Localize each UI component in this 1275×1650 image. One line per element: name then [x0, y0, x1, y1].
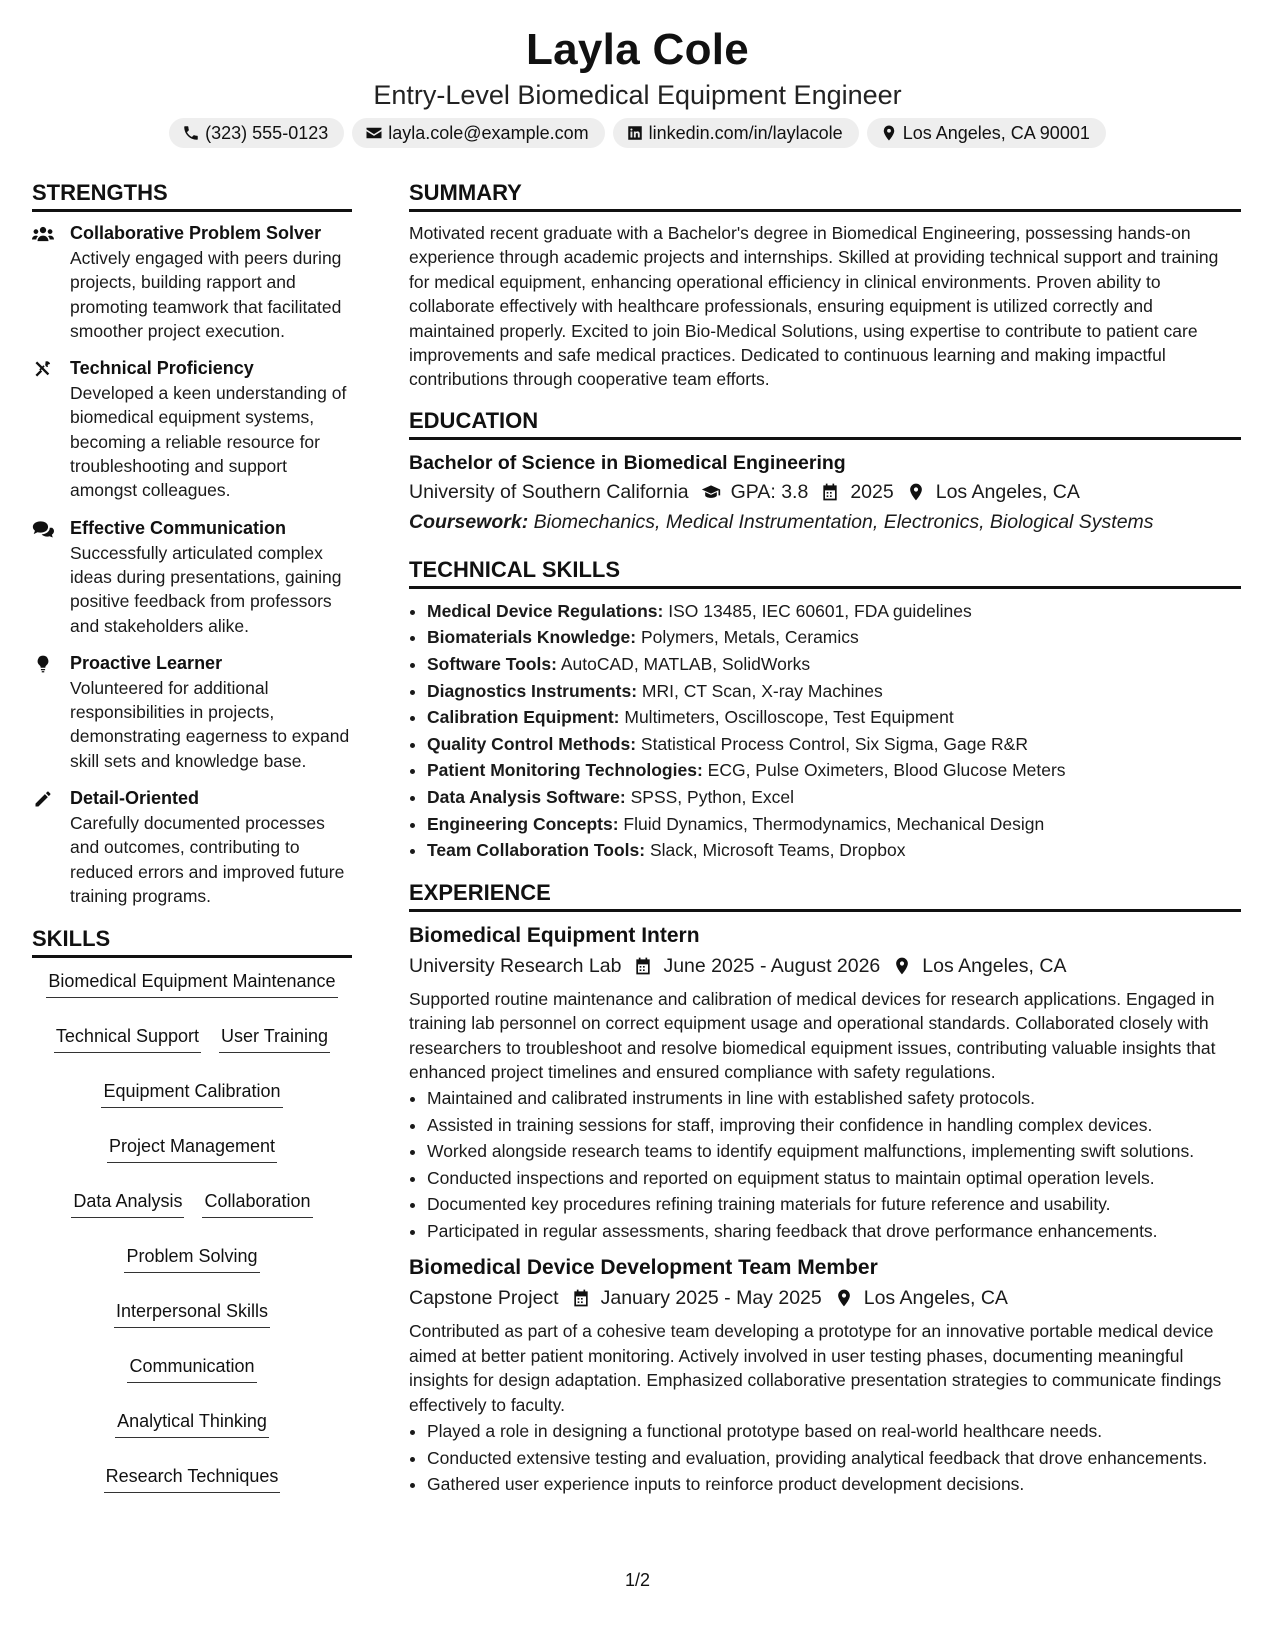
strength-desc: Carefully documented processes and outcomes, contributing to reduced errors and improved future training programs.: [70, 813, 345, 906]
location-text: Los Angeles, CA 90001: [902, 123, 1090, 143]
left-column: [32, 178, 352, 1493]
job-description: Supported routine maintenance and calibration of medical devices for research applications. Engaged in training lab personnel on correct equipment usage and operational standards. Collaborated closely with researchers to troubleshoot and resolve biomedical equipment issues, contributing valuable insights that enhanced project timelines and ensured compliance with safety regulations.: [409, 988, 1216, 1082]
map-pin-icon: [834, 1288, 854, 1308]
skill-tag: Research Techniques: [104, 1462, 281, 1493]
linkedin-text: linkedin.com/in/laylacole: [648, 123, 843, 143]
pencil-icon: [32, 789, 54, 809]
school-location: Los Angeles, CA: [935, 480, 1080, 503]
job-org: University Research Lab: [409, 954, 622, 977]
resume-header: [0, 22, 1275, 148]
technical-skills-heading: TECHNICAL SKILLS: [409, 555, 1241, 589]
skill-tag: Problem Solving: [124, 1242, 259, 1273]
candidate-title: Entry-Level Biomedical Equipment Engineer: [373, 80, 902, 110]
job-location: Los Angeles, CA: [922, 954, 1067, 977]
contact-email[interactable]: [352, 118, 604, 148]
phone-icon: [182, 124, 200, 142]
users-icon: [32, 224, 54, 244]
phone-text: (323) 555-0123: [205, 123, 329, 143]
skill-tag: Collaboration: [202, 1187, 312, 1218]
list-item: • Assisted in training sessions for staff, improving their confidence in handling complex devices.: [427, 1113, 1241, 1138]
grad-year: 2025: [850, 480, 894, 503]
skill-tag: Communication: [127, 1352, 256, 1383]
strength-item: [32, 651, 352, 773]
map-pin-icon: [892, 956, 912, 976]
calendar-icon: [820, 482, 840, 502]
strength-title: Effective Communication: [70, 517, 287, 538]
strength-desc: Successfully articulated complex ideas during presentations, gaining positive feedback from professors and stakeholders alike.: [70, 542, 342, 636]
gpa: GPA: 3.8: [730, 480, 809, 503]
job-description: Contributed as part of a cohesive team developing a prototype for an innovative portable medical device aimed at better patient monitoring. Actively involved in user testing phases, documenting meaningful insights for design adaptation. Emphasized collaborative presentation strategies to communicate findings effectively to faculty.: [409, 1321, 1222, 1415]
strength-title: Collaborative Problem Solver: [70, 223, 322, 243]
degree-title: Bachelor of Science in Biomedical Engineering: [409, 451, 846, 474]
email-text: layla.cole@example.com: [388, 123, 589, 143]
list-item: • Gathered user experience inputs to reinforce product development decisions.: [427, 1472, 1241, 1497]
right-column: [409, 178, 1241, 1497]
school-name: University of Southern California: [409, 480, 689, 503]
strength-desc: Volunteered for additional responsibilities in projects, demonstrating eagerness to expand skill sets and knowledge base.: [70, 677, 350, 771]
job-dates: January 2025 - May 2025: [600, 1287, 822, 1310]
job-meta: [409, 1283, 1241, 1313]
job-bullets: [409, 1419, 1241, 1497]
strength-item: [32, 786, 352, 908]
list-item: • Participated in regular assessments, sharing feedback that drove performance enhancements.: [427, 1219, 1241, 1244]
list-item: • Biomaterials Knowledge: Polymers, Metals, Ceramics: [427, 624, 1241, 651]
summary-text: Motivated recent graduate with a Bachelor's degree in Biomedical Engineering, possessing hands-on experience through academic projects and internships. Skilled at providing technical support and training for medical equipment, enhancing operational efficiency in clinical environments. Proven ability to collaborate effectively with healthcare professionals, ensuring equipment is utilized correctly and maintained properly. Excited to join Bio-Medical Solutions, using expertise to contribute to patient care improvements and safe medical practices. Dedicated to continuous learning and making impactful contributions through cooperative team efforts.: [409, 223, 1219, 390]
tools-icon: [32, 359, 54, 379]
list-item: • Software Tools: AutoCAD, MATLAB, SolidWorks: [427, 651, 1241, 678]
skill-tag: User Training: [219, 1022, 330, 1053]
graduation-cap-icon: [701, 482, 721, 502]
skill-tag: Technical Support: [54, 1022, 201, 1053]
list-item: • Calibration Equipment: Multimeters, Oscilloscope, Test Equipment: [427, 704, 1241, 731]
list-item: • Team Collaboration Tools: Slack, Microsoft Teams, Dropbox: [427, 837, 1241, 864]
skill-tag: Analytical Thinking: [115, 1407, 269, 1438]
skill-tag: Biomedical Equipment Maintenance: [46, 967, 337, 998]
strength-item: [32, 356, 352, 502]
job-entry: [409, 921, 1241, 1244]
list-item: • Medical Device Regulations: ISO 13485, IEC 60601, FDA guidelines: [427, 598, 1241, 625]
contact-bar: [0, 118, 1275, 148]
coursework-label: Coursework:: [409, 510, 529, 533]
job-location: Los Angeles, CA: [863, 1287, 1008, 1310]
contact-linkedin[interactable]: [613, 118, 859, 148]
education-heading: EDUCATION: [409, 406, 1241, 440]
list-item: • Data Analysis Software: SPSS, Python, Excel: [427, 784, 1241, 811]
skill-tag: Equipment Calibration: [101, 1077, 282, 1108]
list-item: • Maintained and calibrated instruments in line with established safety protocols.: [427, 1086, 1241, 1111]
calendar-icon: [571, 1288, 591, 1308]
coursework-list: Biomechanics, Medical Instrumentation, Electronics, Biological Systems: [533, 510, 1154, 533]
strength-desc: Actively engaged with peers during projects, building rapport and promoting teamwork that facilitated smoother project execution.: [70, 248, 342, 341]
strength-title: Proactive Learner: [70, 652, 223, 673]
skills-heading: SKILLS: [32, 924, 352, 958]
page-number: 1/2: [624, 1570, 651, 1590]
map-pin-icon: [906, 482, 926, 502]
skill-tag: Interpersonal Skills: [114, 1297, 270, 1328]
strength-desc: Developed a keen understanding of biomedical equipment systems, becoming a reliable resource for troubleshooting and support amongst colleagues.: [70, 383, 347, 501]
list-item: • Diagnostics Instruments: MRI, CT Scan, X-ray Machines: [427, 678, 1241, 705]
job-title: Biomedical Device Development Team Member: [409, 1256, 878, 1280]
list-item: • Conducted extensive testing and evaluation, providing analytical feedback that drove enhancements.: [427, 1446, 1241, 1471]
technical-skills-list: [409, 598, 1241, 864]
job-meta: [409, 951, 1241, 981]
job-title: Biomedical Equipment Intern: [409, 923, 700, 947]
list-item: • Engineering Concepts: Fluid Dynamics, Thermodynamics, Mechanical Design: [427, 811, 1241, 838]
skill-tag: Data Analysis: [71, 1187, 184, 1218]
contact-phone[interactable]: [169, 118, 344, 148]
strengths-heading: STRENGTHS: [32, 178, 352, 212]
education-meta: [409, 477, 1241, 507]
experience-heading: EXPERIENCE: [409, 878, 1241, 912]
job-dates: June 2025 - August 2026: [663, 954, 881, 977]
list-item: • Conducted inspections and reported on equipment status to maintain optimal operation levels.: [427, 1166, 1241, 1191]
coursework: [409, 507, 1241, 537]
skill-tag: Project Management: [107, 1132, 277, 1163]
job-org: Capstone Project: [409, 1287, 559, 1310]
job-entry: [409, 1253, 1241, 1496]
list-item: • Worked alongside research teams to identify equipment malfunctions, implementing swift solutions.: [427, 1139, 1241, 1164]
strength-title: Technical Proficiency: [70, 358, 254, 379]
list-item: • Patient Monitoring Technologies: ECG, Pulse Oximeters, Blood Glucose Meters: [427, 757, 1241, 784]
list-item: • Played a role in designing a functional prototype based on real-world healthcare needs.: [427, 1419, 1241, 1444]
list-item: • Documented key procedures refining training materials for future reference and usability.: [427, 1192, 1241, 1217]
summary-heading: SUMMARY: [409, 178, 1241, 212]
list-item: • Quality Control Methods: Statistical Process Control, Six Sigma, Gage R&R: [427, 731, 1241, 758]
map-pin-icon: [880, 124, 898, 142]
strength-item: [32, 516, 352, 638]
strength-item: [32, 221, 352, 343]
comments-icon: [32, 519, 54, 539]
contact-location: [867, 118, 1106, 148]
strength-title: Detail-Oriented: [70, 788, 200, 809]
job-bullets: [409, 1086, 1241, 1243]
skills-list: [32, 967, 352, 1493]
lightbulb-icon: [32, 654, 54, 674]
linkedin-icon: [626, 124, 644, 142]
calendar-icon: [633, 956, 653, 976]
candidate-name: Layla Cole: [525, 25, 750, 74]
envelope-icon: [365, 124, 383, 142]
